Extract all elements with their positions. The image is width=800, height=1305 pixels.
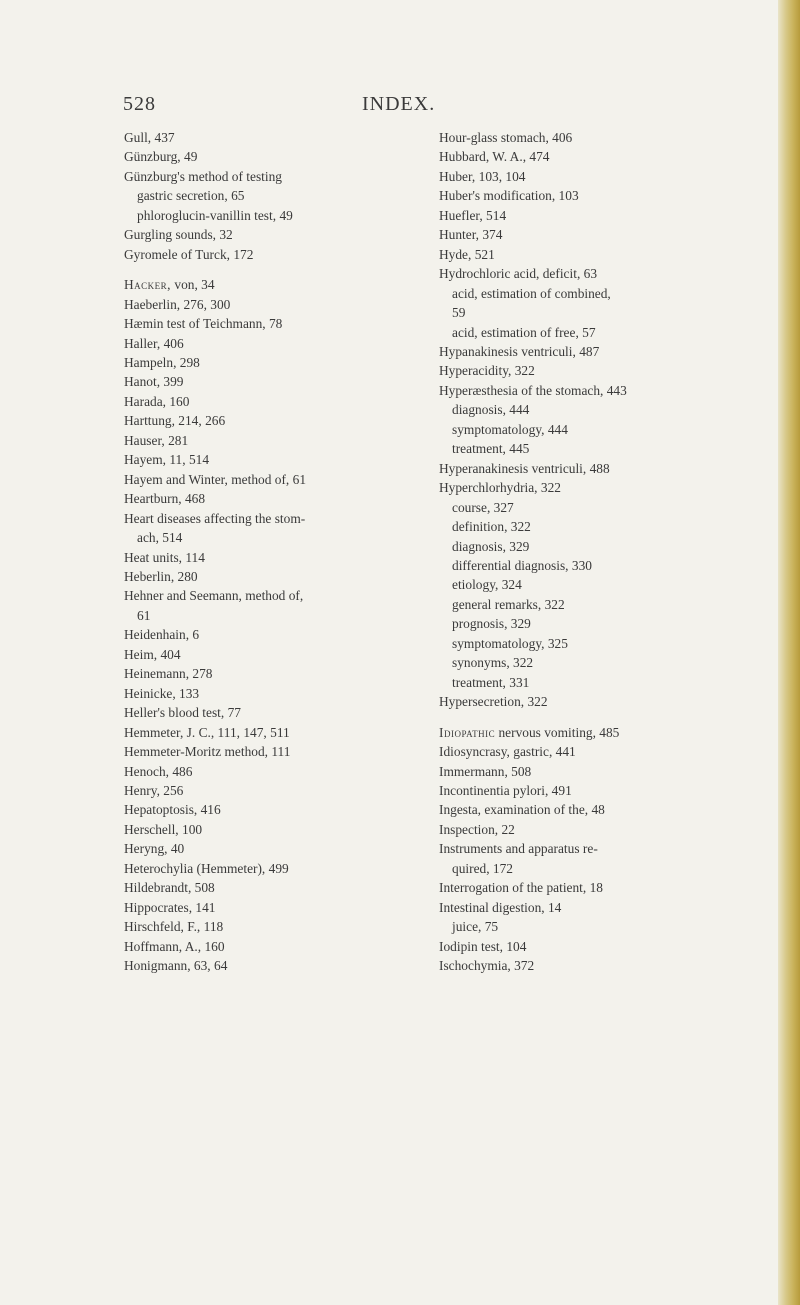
index-entry: acid, estimation of combined, (452, 285, 611, 301)
index-entry: Instruments and apparatus re- (439, 841, 598, 857)
index-entry: Hyde, 521 (439, 246, 495, 262)
index-entry: differential diagnosis, 330 (452, 557, 592, 573)
index-entry: Huber's modification, 103 (439, 188, 579, 204)
index-entry: symptomatology, 325 (452, 635, 568, 651)
index-entry: Ingesta, examination of the, 48 (439, 802, 605, 818)
index-entry: Hayem, 11, 514 (124, 452, 210, 468)
index-entry: Hanot, 399 (124, 374, 184, 390)
index-entry: Huefler, 514 (439, 207, 507, 223)
index-entry: Hour-glass stomach, 406 (439, 130, 573, 145)
index-entry: Herschell, 100 (124, 821, 203, 837)
index-entry: Hyperacidity, 322 (439, 363, 535, 379)
index-entry: Hepatoptosis, 416 (124, 802, 221, 818)
index-entry: diagnosis, 444 (452, 402, 530, 418)
index-entry: Hubbard, W. A., 474 (439, 149, 550, 165)
index-entry: 59 (452, 305, 466, 321)
letter-heading-word: Idiopathic (439, 724, 496, 740)
index-entry: Heryng, 40 (124, 841, 185, 857)
index-entry: Gyromele of Turck, 172 (124, 246, 254, 262)
index-entry: Henoch, 486 (124, 763, 193, 779)
entry-rest: von, 34 (171, 277, 215, 293)
index-entry: Hehner and Seemann, method of, (124, 588, 304, 604)
index-entry: phloroglucin-vanillin test, 49 (137, 207, 293, 223)
index-entry: Günzburg's method of testing (124, 168, 283, 184)
index-entry: synonyms, 322 (452, 655, 534, 671)
index-entry: Hampeln, 298 (124, 354, 200, 370)
index-entry: Hirschfeld, F., 118 (124, 919, 224, 935)
index-entry: symptomatology, 444 (452, 421, 568, 437)
index-entry: ach, 514 (137, 530, 183, 546)
index-entry: Haeberlin, 276, 300 (124, 296, 231, 312)
index-entry: Heim, 404 (124, 646, 181, 662)
index-entry: Hæmin test of Teichmann, 78 (124, 316, 283, 332)
index-entry: Huber, 103, 104 (439, 168, 526, 184)
index-column-left (124, 128, 424, 975)
index-entry: course, 327 (452, 499, 514, 515)
index-entry: Hypanakinesis ventriculi, 487 (439, 343, 600, 359)
index-entry: Heat units, 114 (124, 549, 205, 565)
index-entry: Hyperæsthesia of the stomach, 443 (439, 382, 627, 398)
index-entry: Hypersecretion, 322 (439, 694, 548, 710)
index-entry: Hunter, 374 (439, 227, 503, 243)
index-entry: Interrogation of the patient, 18 (439, 880, 603, 896)
index-entry: 61 (137, 607, 151, 623)
index-entry: juice, 75 (452, 919, 499, 935)
index-entry: Gull, 437 (124, 130, 175, 145)
index-entry: Harttung, 214, 266 (124, 413, 226, 429)
page-edge (778, 0, 800, 1305)
page-title: INDEX. (362, 93, 436, 115)
index-column-right (439, 128, 779, 975)
index-entry: Heberlin, 280 (124, 568, 198, 584)
index-entry: treatment, 445 (452, 441, 530, 457)
index-entry: Hildebrandt, 508 (124, 880, 215, 896)
index-entry: Inspection, 22 (439, 821, 515, 837)
index-entry: Heterochylia (Hemmeter), 499 (124, 860, 289, 876)
index-entry: treatment, 331 (452, 674, 530, 690)
index-entry: etiology, 324 (452, 577, 522, 593)
entry-rest: nervous vomiting, 485 (495, 724, 620, 740)
index-entry: Honigmann, 63, 64 (124, 958, 228, 974)
index-entry: Ischochymia, 372 (439, 958, 535, 974)
index-entry: Heartburn, 468 (124, 491, 206, 507)
index-entry (439, 723, 779, 742)
index-entry: Hauser, 281 (124, 432, 189, 448)
index-entry: Heller's blood test, 77 (124, 705, 241, 721)
index-entry: Hippocrates, 141 (124, 899, 216, 915)
index-entry: Gurgling sounds, 32 (124, 227, 233, 243)
index-entry: Heinicke, 133 (124, 685, 200, 701)
page-header (0, 93, 800, 123)
index-entry: definition, 322 (452, 519, 531, 535)
index-entry: Iodipin test, 104 (439, 938, 527, 954)
index-entry: Heinemann, 278 (124, 666, 213, 682)
index-entry: prognosis, 329 (452, 616, 531, 632)
index-entry: Henry, 256 (124, 782, 184, 798)
index-entry: Günzburg, 49 (124, 149, 198, 165)
index-entry: Hydrochloric acid, deficit, 63 (439, 266, 598, 282)
index-entry: acid, estimation of free, 57 (452, 324, 596, 340)
letter-heading-word: Hacker, (124, 277, 172, 293)
index-entry: quired, 172 (452, 860, 513, 876)
index-entry: Hemmeter-Moritz method, 111 (124, 744, 291, 760)
index-entry: Haller, 406 (124, 335, 184, 351)
index-entry: Hyperchlorhydria, 322 (439, 480, 561, 496)
index-entry: Idiosyncrasy, gastric, 441 (439, 744, 576, 760)
index-entry: Harada, 160 (124, 393, 190, 409)
index-entry: Hayem and Winter, method of, 61 (124, 471, 307, 487)
index-entry: Incontinentia pylori, 491 (439, 782, 572, 798)
index-entry: Heart diseases affecting the stom- (124, 510, 306, 526)
index-entry: Hoffmann, A., 160 (124, 938, 225, 954)
index-entry: gastric secretion, 65 (137, 188, 245, 204)
index-entry: Intestinal digestion, 14 (439, 899, 562, 915)
page-number: 528 (123, 93, 156, 115)
index-entry: general remarks, 322 (452, 596, 565, 612)
index-entry: Immermann, 508 (439, 763, 532, 779)
index-entry: Hemmeter, J. C., 111, 147, 511 (124, 724, 290, 740)
index-entry (124, 275, 424, 294)
index-entry: Hyperanakinesis ventriculi, 488 (439, 460, 610, 476)
index-entry: Heidenhain, 6 (124, 627, 200, 643)
index-entry: diagnosis, 329 (452, 538, 530, 554)
